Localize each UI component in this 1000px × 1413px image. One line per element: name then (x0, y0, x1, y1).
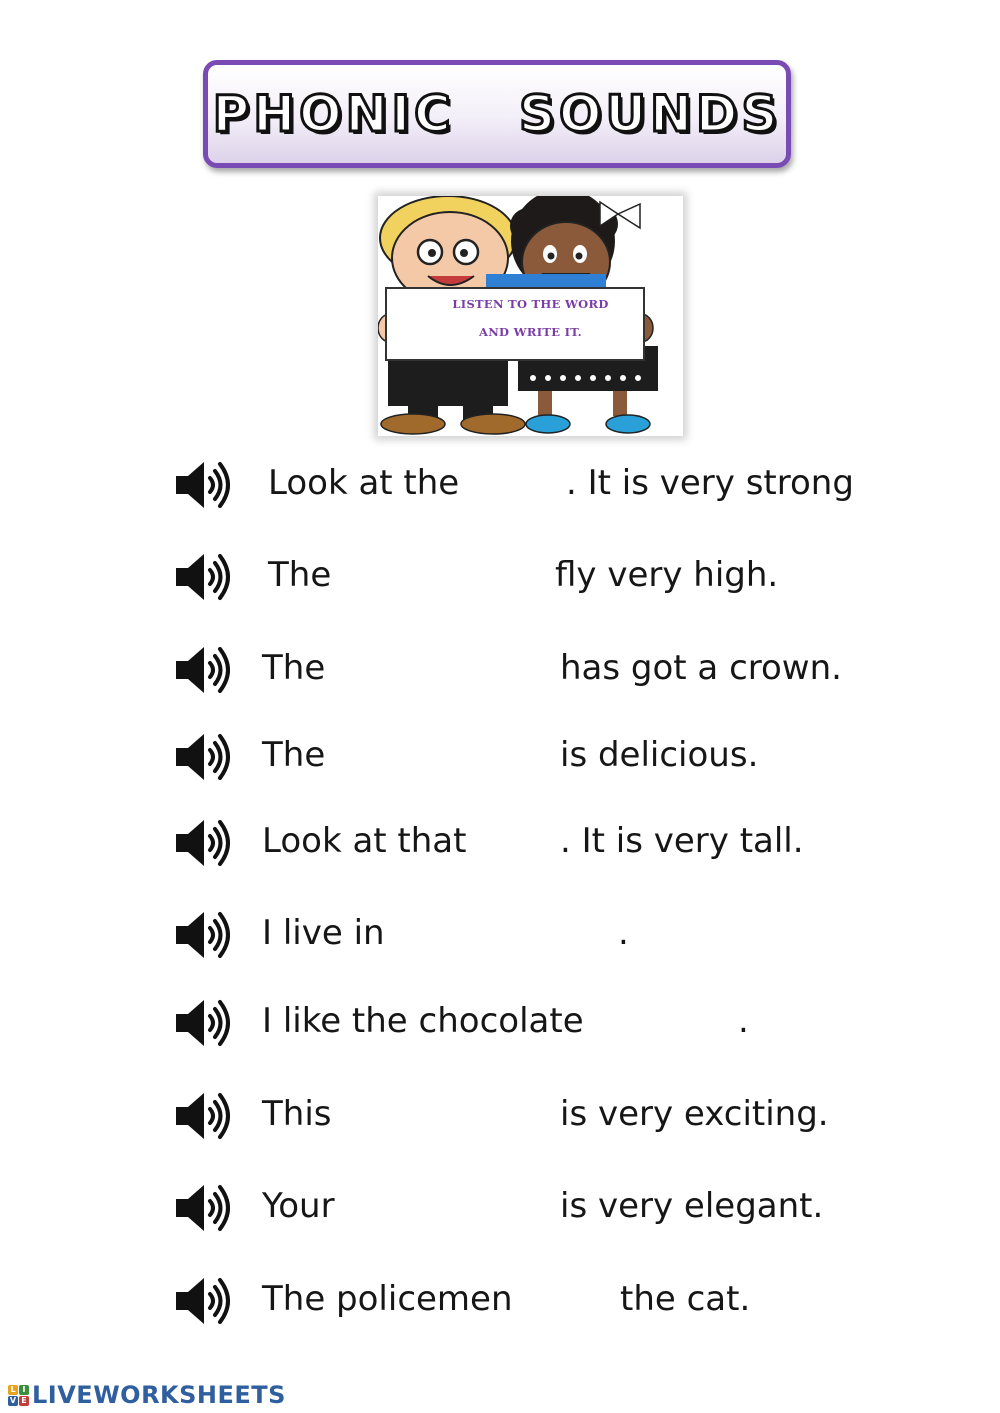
speaker-icon[interactable] (172, 1175, 238, 1241)
answer-input-1[interactable] (462, 466, 566, 506)
answer-input-9[interactable] (352, 1189, 554, 1229)
answer-input-8[interactable] (342, 1097, 554, 1137)
exercise-row-5 (0, 810, 1000, 880)
answer-input-7[interactable] (578, 1004, 737, 1044)
answer-input-2[interactable] (340, 558, 549, 598)
speaker-icon[interactable] (172, 810, 238, 876)
answer-input-5[interactable] (472, 824, 558, 864)
sentence-end: . (738, 1001, 749, 1041)
kids-holding-sign-image (378, 196, 683, 436)
answer-input-3[interactable] (340, 651, 554, 691)
sign-line-1: LISTEN TO THE WORD (452, 297, 609, 311)
sentence-start: The (268, 555, 332, 595)
answer-input-4[interactable] (340, 738, 554, 778)
speaker-icon[interactable] (172, 1083, 238, 1149)
kids-illustration (378, 196, 683, 436)
brand-name: LIVEWORKSHEETS (32, 1381, 286, 1409)
sentence-end: . It is very tall. (560, 821, 804, 861)
speaker-icon[interactable] (172, 1268, 238, 1334)
sentence-start: The (262, 648, 326, 688)
page-title: PHONIC SOUNDS (212, 85, 782, 143)
title-box (203, 60, 791, 168)
speaker-icon[interactable] (172, 902, 238, 968)
exercise-row-4 (0, 724, 1000, 794)
sentence-end: . It is very strong (566, 463, 854, 503)
exercise-row-1 (0, 452, 1000, 522)
sentence-end: is delicious. (560, 735, 759, 775)
exercise-row-10 (0, 1268, 1000, 1338)
sentence-end: . (618, 913, 629, 953)
answer-input-6[interactable] (392, 916, 618, 956)
footer-brand (8, 1380, 286, 1410)
sentence-start: Your (262, 1186, 335, 1226)
sign-line-2: AND WRITE IT. (479, 325, 582, 339)
sentence-end: has got a crown. (560, 648, 842, 688)
speaker-icon[interactable] (172, 724, 238, 790)
sentence-start: I like the chocolate (262, 1001, 584, 1041)
speaker-icon[interactable] (172, 637, 238, 703)
sentence-start: I live in (262, 913, 385, 953)
sentence-end: fly very high. (555, 555, 779, 595)
exercise-row-3 (0, 637, 1000, 707)
sentence-start: The (262, 735, 326, 775)
sentence-end: the cat. (620, 1279, 751, 1319)
liveworksheets-logo-icon: L I V E (8, 1385, 29, 1406)
exercise-row-9 (0, 1175, 1000, 1245)
answer-input-10[interactable] (505, 1282, 614, 1322)
exercise-row-6 (0, 902, 1000, 972)
speaker-icon[interactable] (172, 990, 238, 1056)
sentence-start: This (262, 1094, 332, 1134)
speaker-icon[interactable] (172, 452, 238, 518)
speaker-icon[interactable] (172, 544, 238, 610)
sentence-start: Look at that (262, 821, 467, 861)
sentence-end: is very exciting. (560, 1094, 829, 1134)
exercise-row-8 (0, 1083, 1000, 1153)
sentence-start: Look at the (268, 463, 460, 503)
exercise-row-7 (0, 990, 1000, 1060)
exercise-row-2 (0, 544, 1000, 614)
sentence-end: is very elegant. (560, 1186, 824, 1226)
sentence-start: The policemen (262, 1279, 513, 1319)
